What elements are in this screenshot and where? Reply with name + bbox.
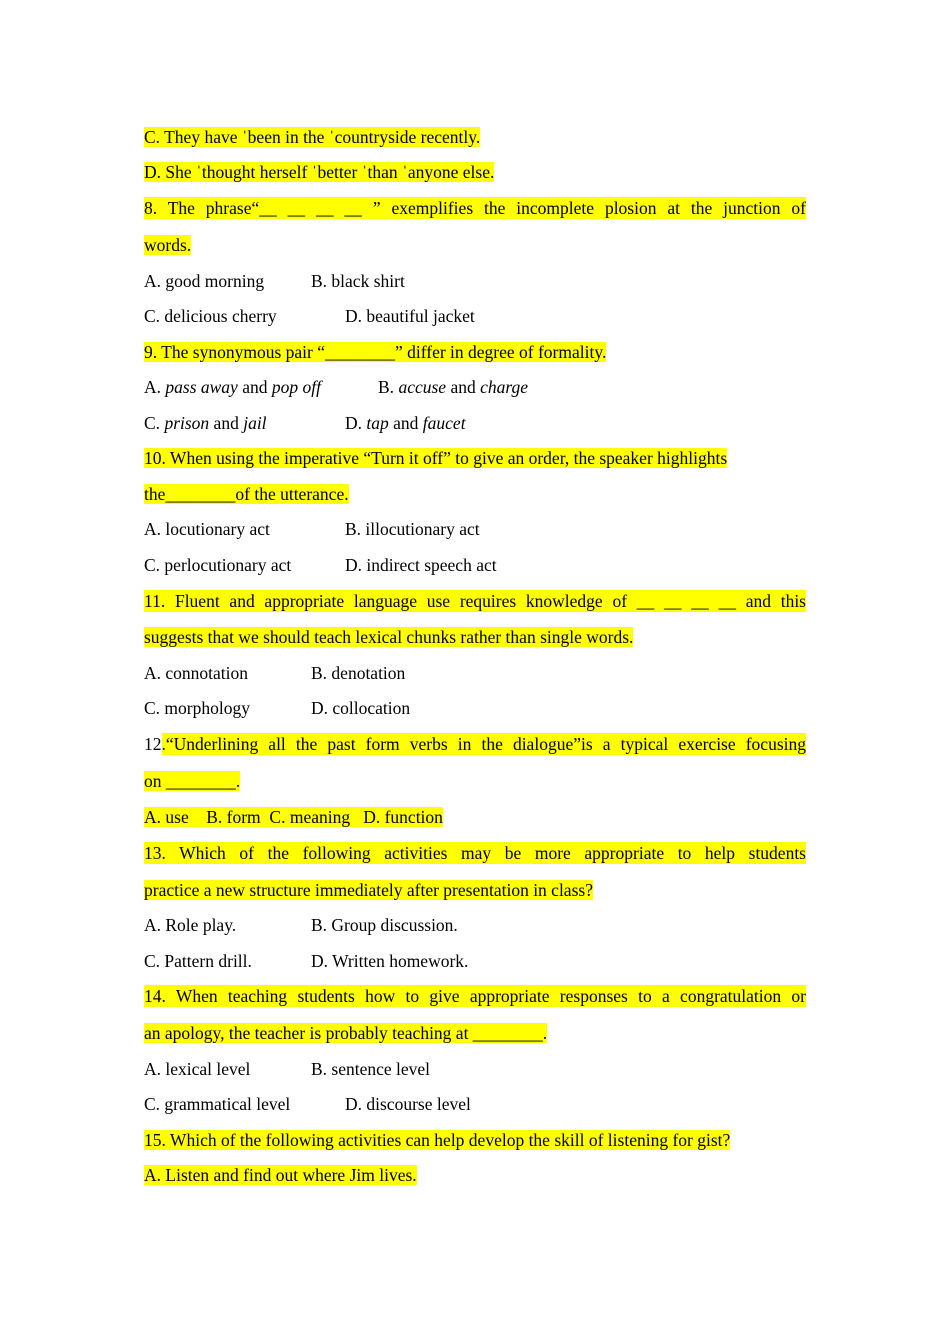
q11-option-d: D. collocation	[311, 698, 411, 718]
q10-option-c: C. perlocutionary act	[144, 555, 292, 575]
q13-stem-line1: 13. Which of the following activities may be more appropriate to help students	[144, 843, 806, 863]
q9-option-d: D. tap and faucet	[345, 413, 466, 433]
q7-option-d: D. She ˈthought herself ˈbetter ˈthan ˈanyone else.	[144, 162, 495, 182]
q10-option-a: A. locutionary act	[144, 519, 270, 539]
q10-stem-line2: the________of the utterance.	[144, 484, 349, 504]
q8-option-b: B. black shirt	[311, 271, 405, 291]
q12-options: A. use B. form C. meaning D. function	[144, 807, 443, 827]
q13-option-d: D. Written homework.	[311, 951, 469, 971]
q8-option-c: C. delicious cherry	[144, 306, 277, 326]
q9-option-b: B. accuse and charge	[378, 377, 529, 397]
q9-option-a: A. pass away and pop off	[144, 377, 321, 397]
q12-stem-line1: 12 .“Underlining all the past form verbs in the dialogue”is a typical exercise focusing	[144, 734, 806, 754]
q15-option-a: A. Listen and find out where Jim lives.	[144, 1165, 417, 1185]
q13-option-b: B. Group discussion.	[311, 915, 458, 935]
q12-stem-line2: on ________.	[144, 771, 241, 791]
q7-option-c: C. They have ˈbeen in the ˈcountryside recently.	[144, 127, 481, 147]
q14-stem-line1: 14. When teaching students how to give appropriate responses to a congratulation or	[144, 986, 806, 1006]
q8-option-d: D. beautiful jacket	[345, 306, 475, 326]
q12-number: 12	[144, 734, 162, 754]
q10-stem-line1: 10. When using the imperative “Turn it off” to give an order, the speaker highlights	[144, 448, 728, 468]
q8-stem-line2: words.	[144, 235, 192, 255]
q13-option-a: A. Role play.	[144, 915, 237, 935]
q10-option-d: D. indirect speech act	[345, 555, 497, 575]
q15-stem: 15. Which of the following activities can help develop the skill of listening for gist?	[144, 1130, 731, 1150]
q11-stem-line1: 11. Fluent and appropriate language use requires knowledge of __ __ __ __ and this	[144, 591, 806, 611]
q14-option-a: A. lexical level	[144, 1059, 251, 1079]
q10-option-b: B. illocutionary act	[345, 519, 480, 539]
q11-option-a: A. connotation	[144, 663, 249, 683]
q13-option-c: C. Pattern drill.	[144, 951, 252, 971]
q14-option-d: D. discourse level	[345, 1094, 471, 1114]
q11-stem-line2: suggests that we should teach lexical chunks rather than single words.	[144, 627, 634, 647]
q8-option-a: A. good morning	[144, 271, 265, 291]
q14-option-c: C. grammatical level	[144, 1094, 291, 1114]
q13-stem-line2: practice a new structure immediately after presentation in class?	[144, 880, 593, 900]
q14-stem-line2: an apology, the teacher is probably teaching at ________.	[144, 1023, 548, 1043]
q11-option-b: B. denotation	[311, 663, 406, 683]
q8-stem-line1: 8. The phrase“__ __ __ __ ” exemplifies the incomplete plosion at the junction of	[144, 198, 806, 218]
q9-option-c: C. prison and jail	[144, 413, 267, 433]
q14-option-b: B. sentence level	[311, 1059, 431, 1079]
q9-stem: 9. The synonymous pair “________” differ in degree of formality.	[144, 342, 607, 362]
q11-option-c: C. morphology	[144, 698, 250, 718]
